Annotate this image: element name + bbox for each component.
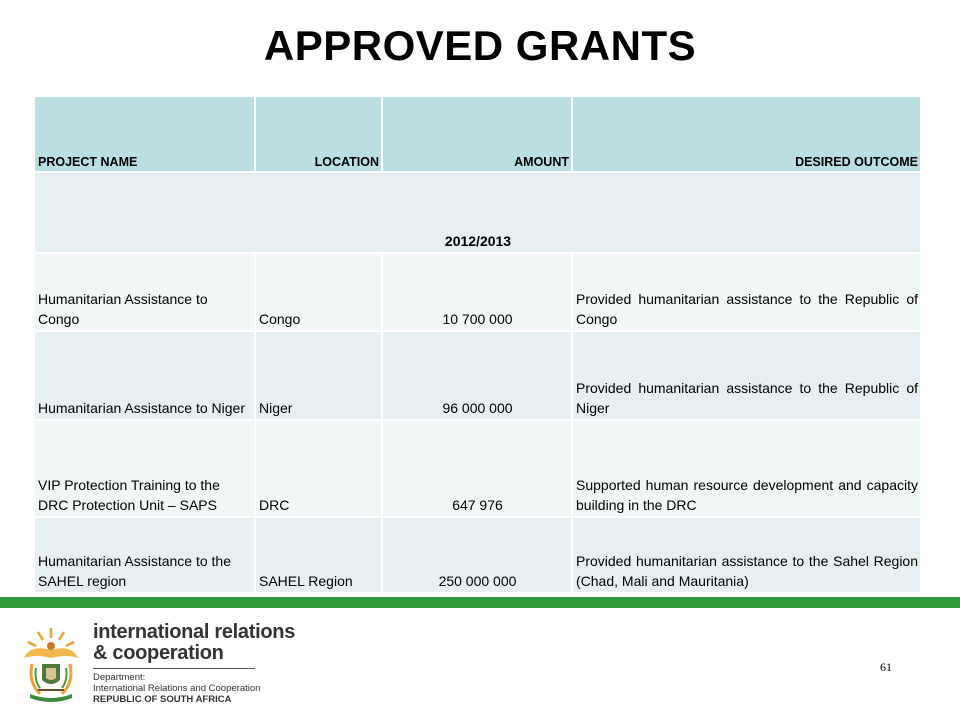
- department-label: Department:: [93, 672, 146, 683]
- amount-cell: 250 000 000: [382, 517, 572, 593]
- header-amount: AMOUNT: [382, 96, 572, 172]
- table-row: [34, 420, 921, 517]
- location-cell: Congo: [255, 253, 382, 331]
- department-name: International Relations and Cooperation: [93, 683, 261, 694]
- department-brand: [93, 621, 296, 705]
- location-cell: Niger: [255, 331, 382, 420]
- location-cell: SAHEL Region: [255, 517, 382, 593]
- project-name-cell: Humanitarian Assistance to the SAHEL region: [34, 517, 255, 593]
- header-project-name: PROJECT NAME: [34, 96, 255, 172]
- header-desired-outcome: DESIRED OUTCOME: [572, 96, 921, 172]
- year-label: 2012/2013: [34, 172, 921, 253]
- outcome-cell: Provided humanitarian assistance to the Sahel Region (Chad, Mali and Mauritania): [572, 517, 921, 593]
- table-header-row: [34, 96, 921, 172]
- project-name-cell: Humanitarian Assistance to Congo: [34, 253, 255, 331]
- brand-divider: [93, 668, 255, 669]
- table-row: [34, 331, 921, 420]
- coat-of-arms-icon: [20, 624, 82, 704]
- table-row: [34, 253, 921, 331]
- location-cell: DRC: [255, 420, 382, 517]
- amount-cell: 647 976: [382, 420, 572, 517]
- footer-accent-band: [0, 597, 960, 608]
- page-title: APPROVED GRANTS: [263, 22, 697, 69]
- header-location: LOCATION: [255, 96, 382, 172]
- grants-table: [33, 95, 922, 594]
- year-row: [34, 172, 921, 253]
- page-number: 61: [880, 660, 892, 674]
- amount-cell: 96 000 000: [382, 331, 572, 420]
- project-name-cell: VIP Protection Training to the DRC Protection Unit – SAPS: [34, 420, 255, 517]
- brand-name-line1: international relations: [93, 621, 296, 643]
- outcome-cell: Provided humanitarian assistance to the Republic of Niger: [572, 331, 921, 420]
- brand-name-line2: & cooperation: [93, 642, 224, 664]
- project-name-cell: Humanitarian Assistance to Niger: [34, 331, 255, 420]
- outcome-cell: Provided humanitarian assistance to the Republic of Congo: [572, 253, 921, 331]
- outcome-cell: Supported human resource development and capacity building in the DRC: [572, 420, 921, 517]
- table-row: [34, 517, 921, 593]
- country-name: REPUBLIC OF SOUTH AFRICA: [93, 694, 232, 705]
- amount-cell: 10 700 000: [382, 253, 572, 331]
